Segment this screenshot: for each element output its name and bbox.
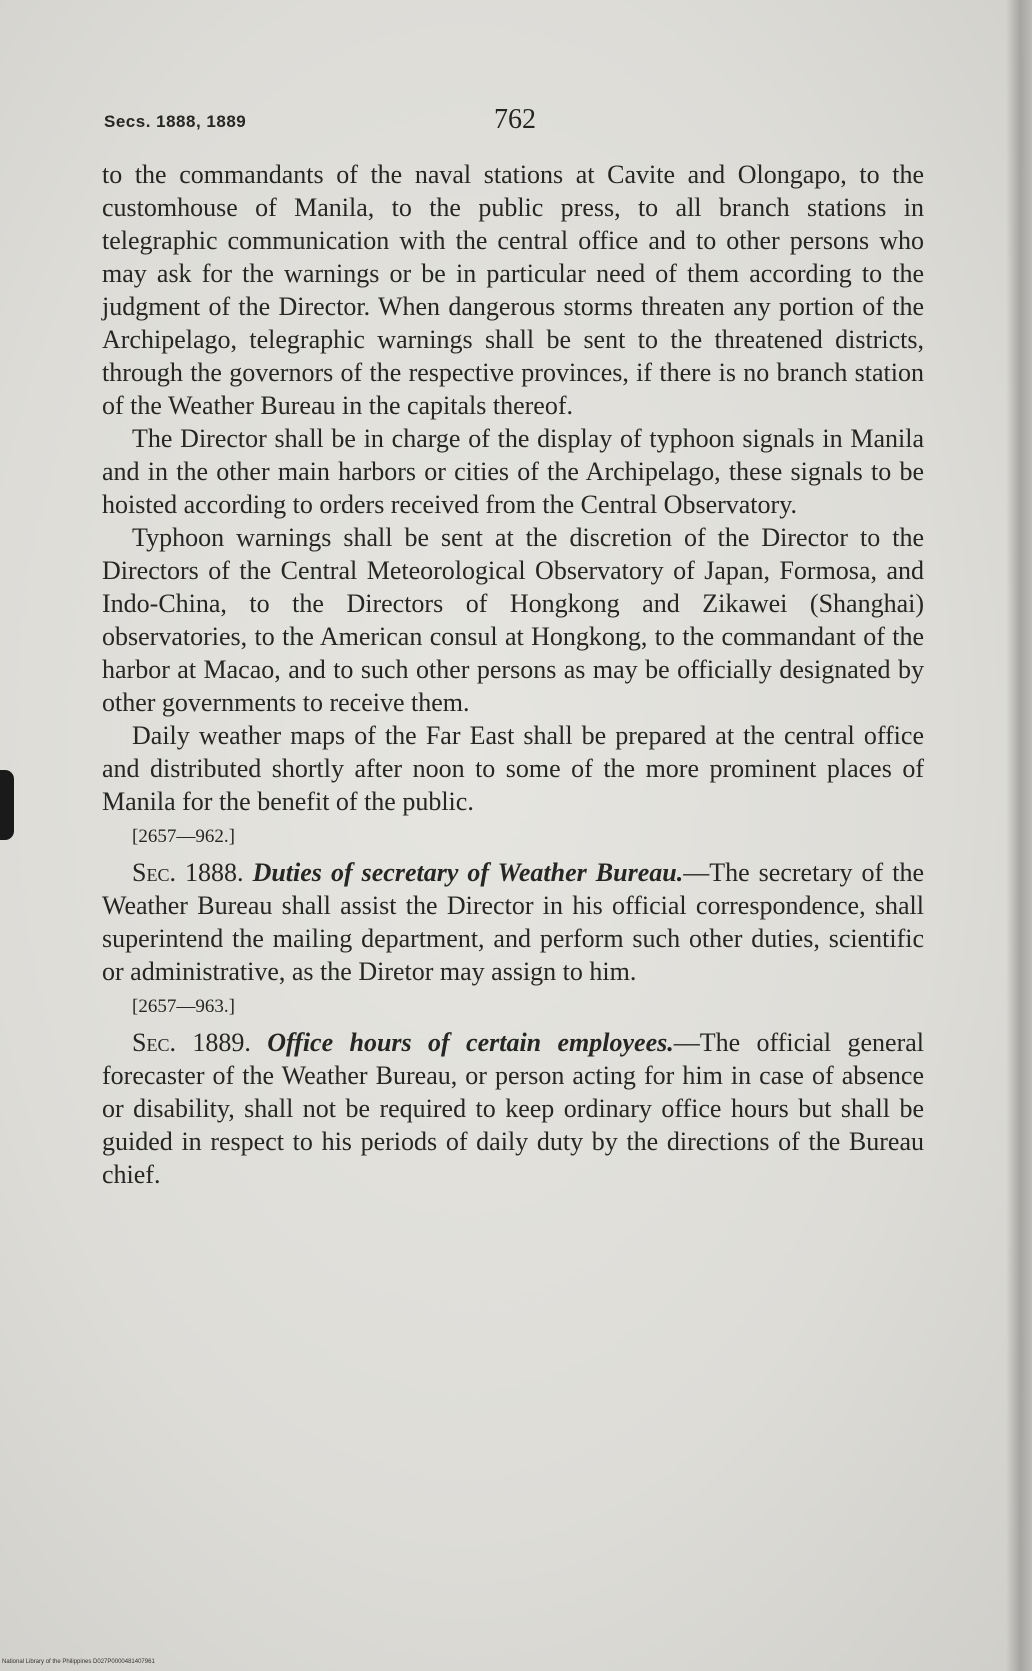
paragraph-weather-maps: Daily weather maps of the Far East shall be prepared at the central office and distributed shortly after noon to some of the more prominent places of Manila for the benefit of the public. — [102, 721, 924, 816]
scan-binding-mark — [0, 770, 14, 840]
section-1888 — [102, 856, 924, 988]
section-1888-label: Sec. 1888. — [132, 858, 244, 887]
section-1888-catchline: Duties of secretary of Weather Bureau. — [252, 858, 684, 887]
paragraph-typhoon-signals: The Director shall be in charge of the display of typhoon signals in Manila and in the other main harbors or cities of the Archipelago, these signals to be hoisted according to orders received from the Central Observatory. — [102, 424, 924, 519]
citation-962: [2657—962.] — [132, 826, 235, 847]
page-number: 762 — [494, 104, 536, 135]
paragraph-continued: to the commandants of the naval stations at Cavite and Olongapo, to the customhouse of Manila, to the public press, to all branch stations in telegraphic communication with the central office and to other persons who may ask for the warnings or be in particular need of them according to the judgment of the Director. When dangerous storms threaten any portion of the Archipelago, telegraphic warnings shall be sent to the threatened districts, through the governors of the respective provinces, if there is no branch station of the Weather Bureau in the capitals thereof. — [102, 160, 924, 420]
section-1888-text: —The secretary of the Weather Bureau shall assist the Director in his official correspondence, shall superintend the mailing department, and perform such other duties, scientific or administrative, as the Diretor may assign to him. — [102, 858, 924, 986]
scan-credit: National Library of the Philippines D027P0000481407961 — [2, 1659, 155, 1665]
citation-963: [2657—963.] — [132, 996, 235, 1017]
section-1889 — [102, 1026, 924, 1191]
section-1889-text: —The official general forecaster of the Weather Bureau, or person acting for him in case of absence or disability, shall not be required to keep ordinary office hours but shall be guided in respect to his periods of daily duty by the directions of the Bureau chief. — [102, 1028, 925, 1189]
page-header — [104, 104, 924, 140]
running-head: Secs. 1888, 1889 — [104, 112, 247, 131]
paragraph-typhoon-warnings: Typhoon warnings shall be sent at the discretion of the Director to the Directors of the Central Meteorological Observatory of Japan, Formosa, and Indo-China, to the Directors of Hongkong and Zikawei (Shanghai) observatories, to the American consul at Hongkong, to the commandant of the harbor at Macao, and to such other persons as may be officially designated by other governments to receive them. — [102, 523, 924, 717]
section-1889-label: Sec. 1889. — [132, 1028, 251, 1057]
section-1889-catchline: Office hours of certain employees. — [267, 1028, 674, 1057]
page-body — [102, 158, 924, 1191]
page-edge-shadow — [1006, 0, 1032, 1671]
